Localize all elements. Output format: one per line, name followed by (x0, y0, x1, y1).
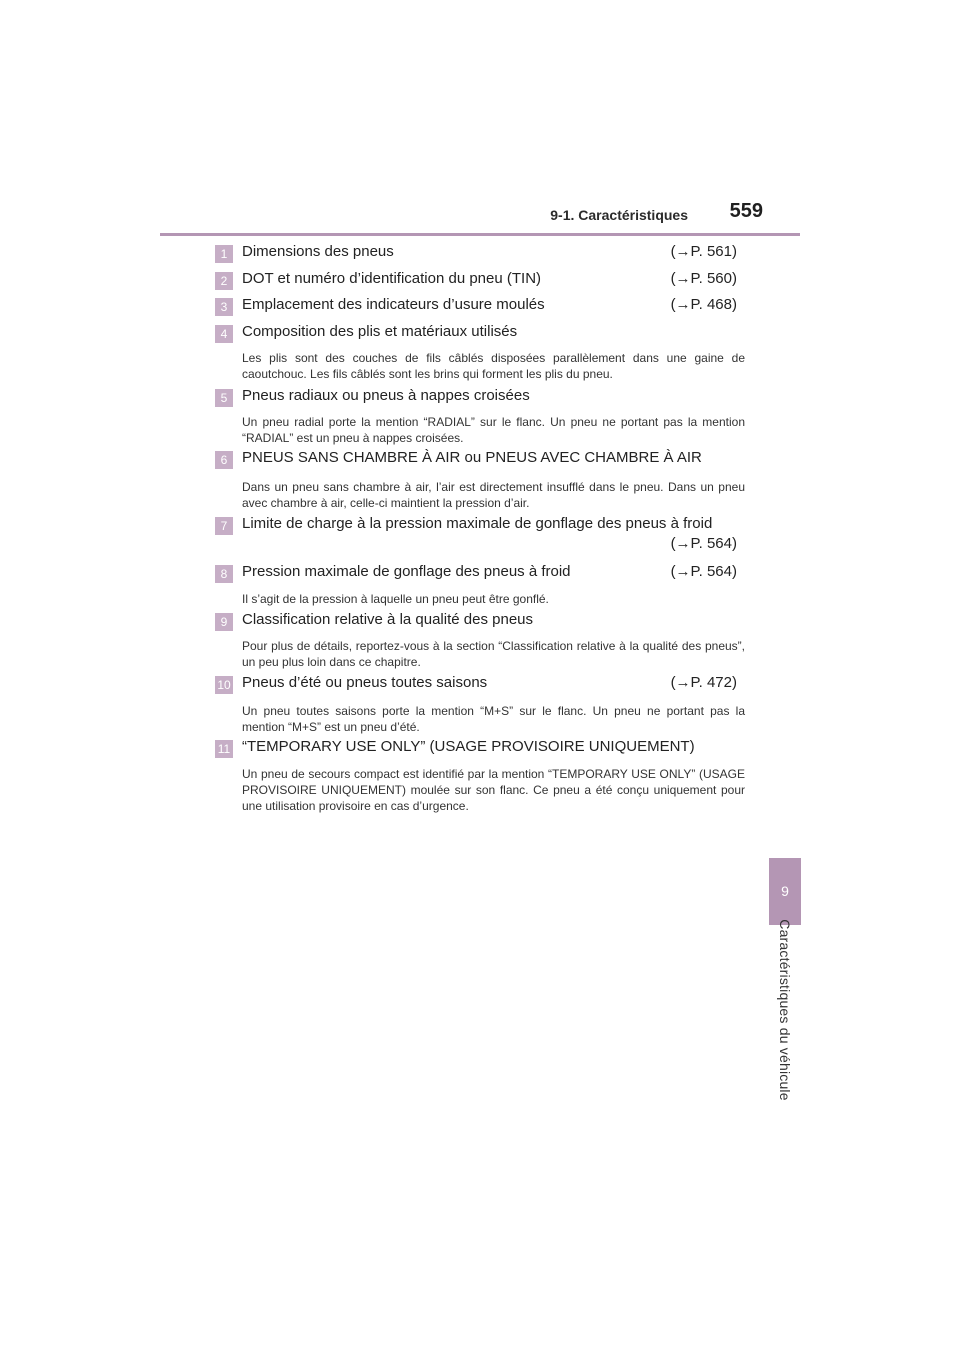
item-description: Il s’agit de la pression à laquelle un pneu peut être gonflé. (242, 592, 549, 606)
item-number-badge: 10 (215, 676, 233, 694)
item-number-badge: 3 (215, 298, 233, 316)
item-number-badge: 9 (215, 613, 233, 631)
page-reference: (→P. 472) (670, 674, 737, 691)
page-reference: (→P. 560) (670, 270, 737, 287)
item-description: Dans un pneu sans chambre à air, l’air est directement insufflé dans le pneu. Dans un pneu avec chambre à air, celle-ci maintient la pression d’air. (242, 480, 745, 510)
item-description: Pour plus de détails, reportez-vous à la section “Classification relative à la qualité des pneus”, un peu plus loin dans ce chapitre. (242, 639, 745, 669)
item-title: DOT et numéro d’identification du pneu (TIN) (242, 270, 542, 287)
page-reference: (→P. 564) (670, 535, 737, 552)
item-number-badge: 6 (215, 451, 233, 469)
chapter-label: Caractéristiques du véhicule (777, 919, 793, 1101)
item-title: Composition des plis et matériaux utilisés (242, 323, 518, 340)
page-reference: (→P. 561) (670, 243, 737, 260)
item-title: Limite de charge à la pression maximale de gonflage des pneus à froid (242, 515, 713, 532)
item-number-badge: 8 (215, 565, 233, 583)
item-title: Pneus radiaux ou pneus à nappes croisées (242, 387, 530, 404)
page-reference: (→P. 468) (670, 296, 737, 313)
page-number: 559 (729, 200, 763, 222)
item-number-badge: 7 (215, 517, 233, 535)
item-description: Un pneu de secours compact est identifié par la mention “TEMPORARY USE ONLY” (USAGE PROVISOIRE UNIQUEMENT) moulée sur son flanc. Ce pneu a été conçu uniquement pour une utilisation provisoire en cas d’urgence. (242, 767, 745, 813)
item-number-badge: 5 (215, 389, 233, 407)
item-title: Dimensions des pneus (242, 243, 394, 260)
item-title: Pression maximale de gonflage des pneus à froid (242, 563, 571, 580)
item-title: “TEMPORARY USE ONLY” (USAGE PROVISOIRE UNIQUEMENT) (242, 738, 695, 755)
item-description: Un pneu radial porte la mention “RADIAL” sur le flanc. Un pneu ne portant pas la mention “RADIAL” est un pneu à nappes croisées. (242, 415, 745, 445)
item-title: Pneus d’été ou pneus toutes saisons (242, 674, 488, 691)
item-title: Classification relative à la qualité des pneus (242, 611, 533, 628)
header-divider (160, 233, 800, 236)
item-title: Emplacement des indicateurs d’usure moulés (242, 296, 545, 313)
item-number-badge: 4 (215, 325, 233, 343)
item-number-badge: 1 (215, 245, 233, 263)
page-reference: (→P. 564) (670, 563, 737, 580)
item-description: Un pneu toutes saisons porte la mention “M+S” sur le flanc. Un pneu ne portant pas la mention “M+S” est un pneu d’été. (242, 704, 745, 734)
chapter-tab: 9 (769, 858, 801, 925)
item-title: PNEUS SANS CHAMBRE À AIR ou PNEUS AVEC CHAMBRE À AIR (242, 449, 702, 466)
item-description: Les plis sont des couches de fils câblés disposées parallèlement dans une gaine de caoutchouc. Les fils câblés sont les brins qui forment les plis du pneu. (242, 351, 745, 381)
item-number-badge: 2 (215, 272, 233, 290)
item-number-badge: 11 (215, 740, 233, 758)
section-title: 9-1. Caractéristiques (550, 207, 688, 223)
